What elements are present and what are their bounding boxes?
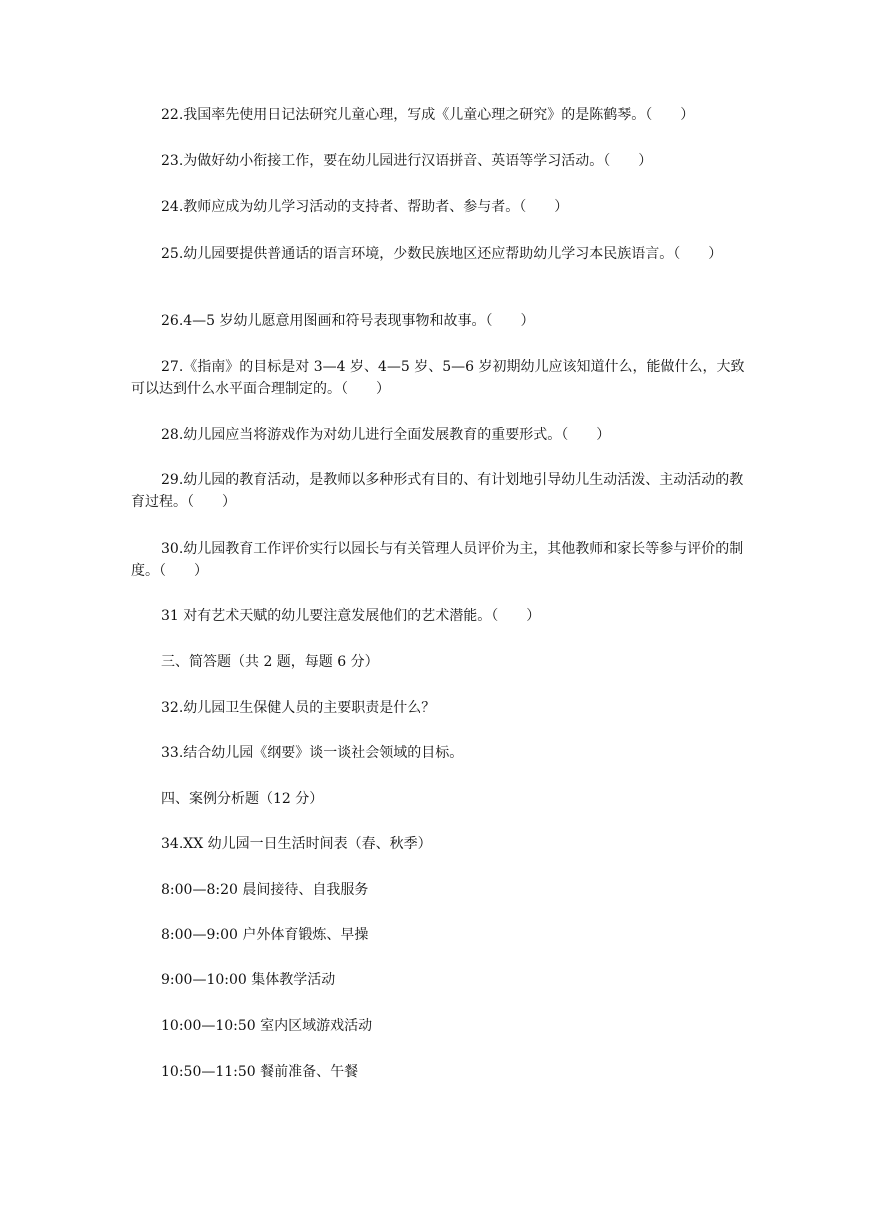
- section-heading-case-analysis: 四、案例分析题（12 分）: [161, 791, 324, 807]
- question-25: 25.幼儿园要提供普通话的语言环境，少数民族地区还应帮助幼儿学习本民族语言。（ ）: [161, 246, 723, 262]
- question-34: 34.XX 幼儿园一日生活时间表（春、秋季）: [161, 836, 432, 852]
- schedule-item: 9:00—10:00 集体教学活动: [161, 972, 336, 988]
- question-31: 31 对有艺术天赋的幼儿要注意发展他们的艺术潜能。（ ）: [161, 608, 541, 624]
- question-23: 23.为做好幼小衔接工作，要在幼儿园进行汉语拼音、英语等学习活动。（ ）: [161, 153, 653, 169]
- question-22: 22.我国率先使用日记法研究儿童心理，写成《儿童心理之研究》的是陈鹤琴。（ ）: [161, 107, 695, 123]
- question-24: 24.教师应成为幼儿学习活动的支持者、帮助者、参与者。（ ）: [161, 199, 569, 215]
- question-27: 27.《指南》的目标是对 3—4 岁、4—5 岁、5—6 岁初期幼儿应该知道什么，能做什么，大致可以达到什么水平面合理制定的。（ ）: [131, 359, 745, 397]
- question-33: 33.结合幼儿园《纲要》谈一谈社会领域的目标。: [161, 745, 464, 761]
- question-28: 28.幼儿园应当将游戏作为对幼儿进行全面发展教育的重要形式。（ ）: [161, 427, 611, 443]
- schedule-item: 10:00—10:50 室内区域游戏活动: [161, 1018, 373, 1034]
- schedule-item: 8:00—8:20 晨间接待、自我服务: [161, 882, 369, 898]
- schedule-item: 8:00—9:00 户外体育锻炼、早操: [161, 927, 369, 943]
- schedule-item: 10:50—11:50 餐前准备、午餐: [161, 1064, 359, 1080]
- question-29: 29.幼儿园的教育活动，是教师以多种形式有目的、有计划地引导幼儿生动活泼、主动活动的教育过程。（ ）: [131, 472, 744, 510]
- question-30: 30.幼儿园教育工作评价实行以园长与有关管理人员评价为主，其他教师和家长等参与评价的制度。（ ）: [131, 541, 744, 579]
- section-heading-short-answer: 三、简答题（共 2 题，每题 6 分）: [161, 654, 379, 670]
- question-26: 26.4—5 岁幼儿愿意用图画和符号表现事物和故事。（ ）: [161, 313, 535, 329]
- question-32: 32.幼儿园卫生保健人员的主要职责是什么？: [161, 700, 436, 716]
